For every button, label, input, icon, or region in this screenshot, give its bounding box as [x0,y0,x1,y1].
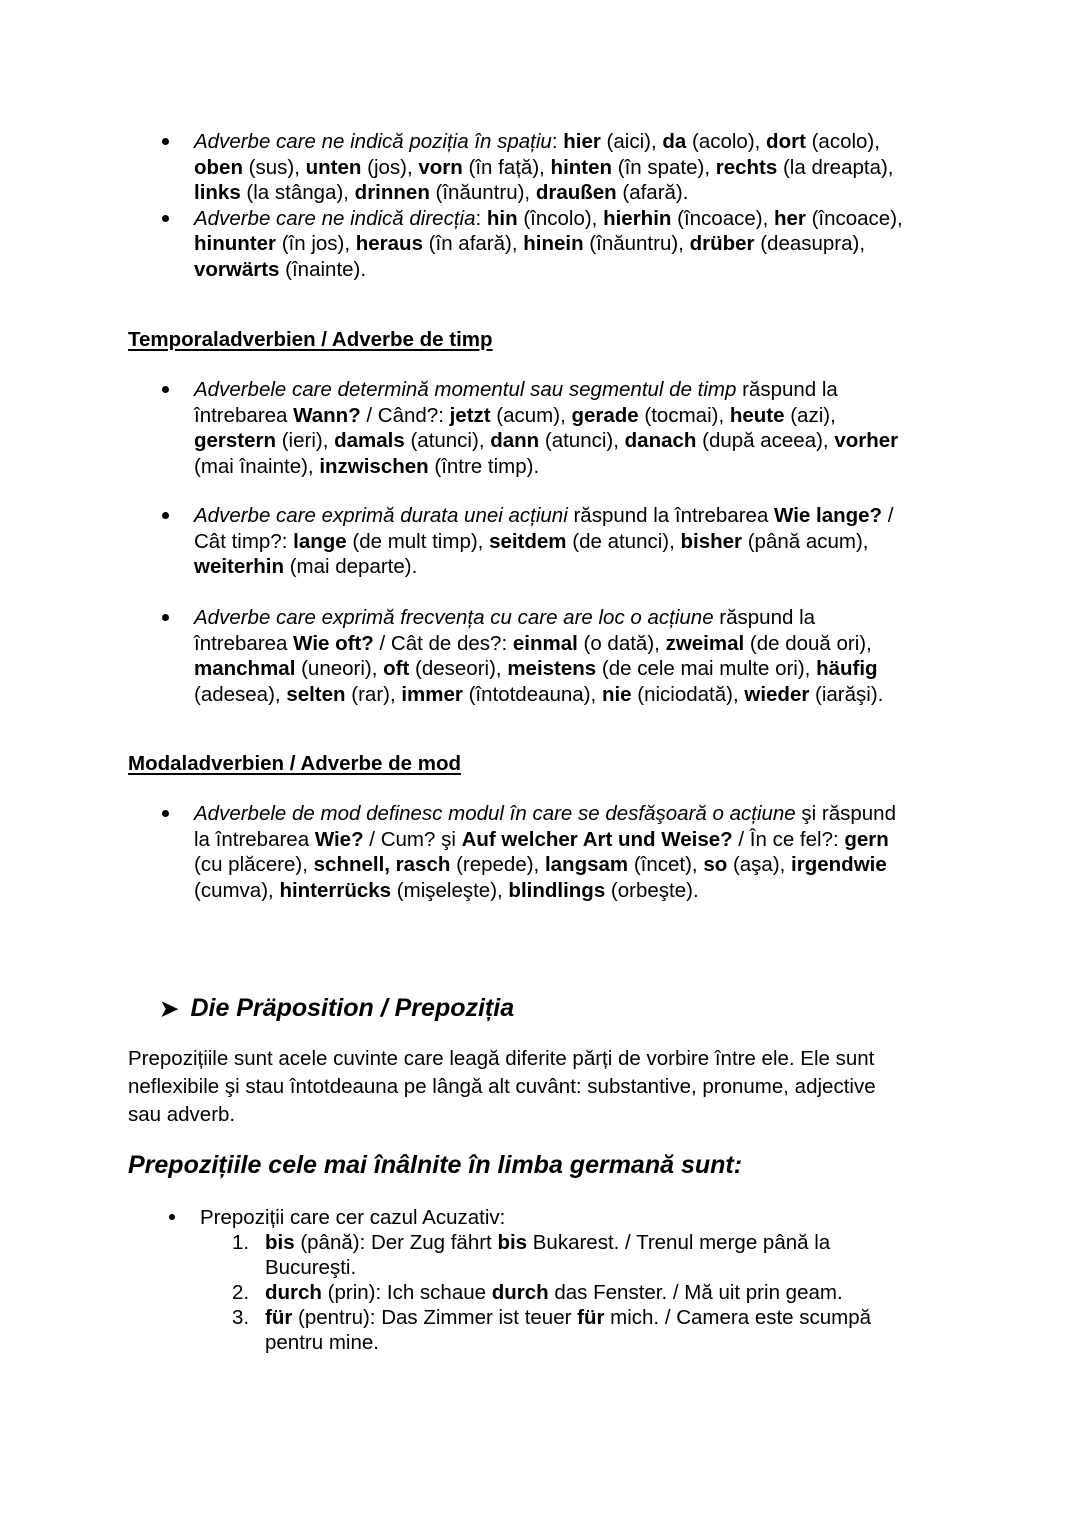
intro-paragraph: Prepozițiile sunt acele cuvinte care leagă diferite părți de vorbire între ele. Ele sunt neflexibile şi stau întotdeauna pe lângă alt cuvânt: substantive, pronume, adjective sau adverb. [128,1047,876,1126]
section-title: ➤ Die Präposition / Prepoziția [160,994,515,1022]
list-item: Adverbe care exprimă frecvența cu care are loc o acțiune răspund la întrebarea Wie oft? / Cât de des?: einmal (o dată), zweimal (de două ori), manchmal (uneori), oft (deseori), meistens (de cele mai multe ori), häufig (adesea), selten (rar), immer (întotdeauna), nie (niciodată), wieder (iarăşi). [0,605,1080,707]
list-item: 1. bis (până): Der Zug fährt bis Bukarest. / Trenul merge până la Bucureşti. [232,1231,831,1279]
bullet-icon [162,386,169,393]
list-item: Adverbe care exprimă durata unei acțiuni răspund la întrebarea Wie lange? / Cât timp?: lange (de mult timp), seitdem (de atunci), bisher (până acum), weiterhin (mai departe). [0,503,1080,580]
list-item: Adverbele care determină momentul sau segmentul de timp răspund la întrebarea Wann? / Când?: jetzt (acum), gerade (tocmai), heute (azi), gerstern (ieri), damals (atunci), dann (atunci), danach (după aceea), vorher (mai înainte), inzwischen (între timp). [0,377,1080,479]
list-item: Adverbe care ne indică direcția: hin (încolo), hierhin (încoace), her (încoace), hinunter (în jos), heraus (în afară), hinein (înăuntru), drüber (deasupra), vorwärts (înainte). [0,206,1080,283]
temporal-list-2 [0,503,1080,580]
item-lead: Adverbe care exprimă durata unei acțiuni [194,504,568,527]
item-lead: Adverbe care exprimă frecvența cu care are loc o acțiune [194,606,714,629]
modal-heading: Modaladverbien / Adverbe de mod [128,752,462,775]
list-item: 3. für (pentru): Das Zimmer ist teuer für mich. / Camera este scumpă pentru mine. [232,1306,872,1354]
modal-list [0,801,1080,903]
bullet-icon [162,215,169,222]
bullet-icon [169,1214,175,1220]
list-item: Adverbele de mod definesc modul în care se desfăşoară o acțiune şi răspund la întrebarea Wie? / Cum? şi Auf welcher Art und Weise? / În ce fel?: gern (cu plăcere), schnell, rasch (repede), langsam (încet), so (aşa), irgendwie (cumva), hinterrücks (mişeleşte), blindlings (orbeşte). [0,801,1080,903]
item-lead: Adverbele care determină momentul sau segmentul de timp [194,378,737,401]
subtitle: Prepozițiile cele mai înâlnite în limba germană sunt: [128,1151,743,1179]
temporal-heading: Temporaladverbien / Adverbe de timp [128,328,493,351]
bullet-icon [162,810,169,817]
temporal-list [0,377,1080,479]
list-item: Adverbe care ne indică poziția în spațiu: hier (aici), da (acolo), dort (acolo), oben (sus), unten (jos), vorn (în față), hinten (în spate), rechts (la dreapta), links (la stânga), drinnen (înăuntru), draußen (afară). [0,129,1080,206]
bullet-icon [162,512,169,519]
list-item: Prepoziții care cer cazul Acuzativ: [0,1205,1080,1230]
item-lead: Adverbe care ne indică direcția [194,206,476,230]
numbered-list [0,1230,1080,1355]
bullet-icon [162,614,169,621]
temporal-list-3 [0,605,1080,707]
list-item: 2. durch (prin): Ich schaue durch das Fenster. / Mă uit prin geam. [232,1281,843,1304]
item-lead: Adverbele de mod definesc modul în care se desfăşoară o acțiune [194,802,796,825]
arrow-bullet-icon: ➤ [160,996,179,1021]
local-adverbs-list [0,129,1080,282]
accusative-list [0,1205,1080,1230]
item-lead: Adverbe care ne indică poziția în spațiu [194,130,552,153]
bullet-icon [162,138,169,145]
